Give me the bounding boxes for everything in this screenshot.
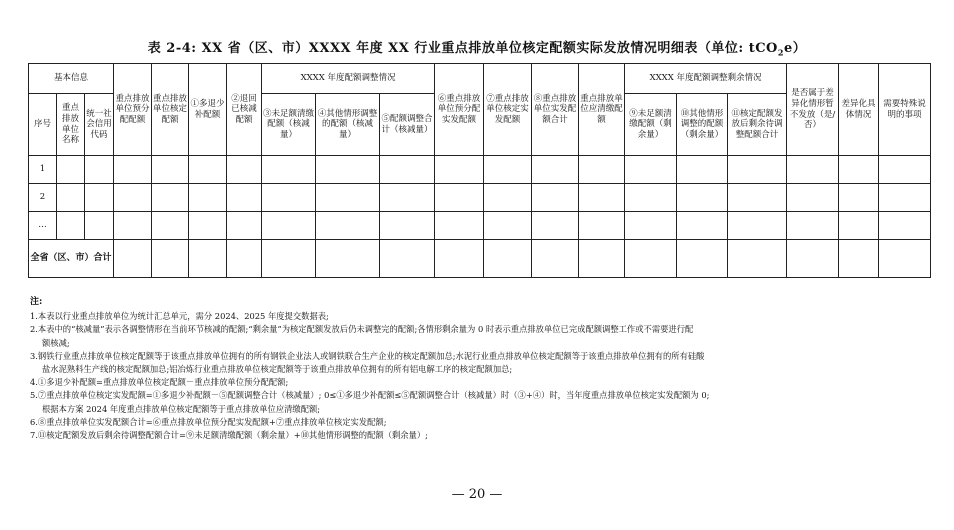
- header-col8: ⑧重点排放单位实发配额合计: [532, 64, 579, 156]
- notes-section: [30, 296, 930, 442]
- table-row: [29, 156, 931, 184]
- total-label: 全省（区、市）合计: [29, 240, 114, 278]
- note-3-continued: 盐水泥熟料生产线的核定配额加总;铝冶炼行业重点排放单位核定配额等于该重点排放单位拥有的所有铝电解工序的核定配额加总;: [42, 364, 513, 375]
- page-number: — 20 —: [451, 487, 503, 502]
- table-title: 表 2-4: XX 省（区、市）XXXX 年度 XX 行业重点排放单位核定配额实际发放情况明细表（单位: tCO$_2$e）: [147, 41, 807, 58]
- row-number: 2: [29, 184, 57, 212]
- note-2: 2.本表中的“核减量”表示各调整情形在当前环节核减的配额;“剩余量”为核定配额发放后仍未调整完的配额;各情形剩余量为 0 时表示重点排放单位已完成配额调整工作或不需要进行配: [30, 324, 694, 335]
- notes-heading: 注:: [30, 297, 43, 307]
- note-5-continued: 根据本方案 2024 年度重点排放单位核定配额等于重点排放单位应清缴配额;: [42, 403, 321, 414]
- note-1: 1.本表以行业重点排放单位为统计汇总单元，需分 2024、2025 年度提交数据表;: [30, 311, 329, 322]
- row-number: …: [29, 212, 57, 240]
- header-col2: ②退回已核减配额: [227, 64, 262, 156]
- header-clear: 重点排放单位应清缴配额: [579, 64, 625, 156]
- header-col5: ⑤配额调整合计（核减量）: [380, 94, 435, 156]
- header-col1: ①多退少补配额: [189, 64, 227, 156]
- header-diff: 是否属于差异化情形暂不发放（是/否）: [787, 64, 839, 156]
- header-remain-group: XXXX 年度配额调整剩余情况: [625, 64, 787, 94]
- note-2-continued: 额核减;: [42, 337, 70, 348]
- table-row: [29, 184, 931, 212]
- header-diff-info: 差异化具体情况: [839, 64, 879, 156]
- header-credit-code: 统一社会信用代码: [85, 94, 114, 156]
- header-col10: ⑩其他情形调整的配额（剩余量）: [677, 94, 728, 156]
- header-special: 需要特殊说明的事项: [879, 64, 931, 156]
- header-adjust-group: XXXX 年度配额调整情况: [262, 64, 435, 94]
- header-col6: ⑥重点排放单位预分配实发配额: [435, 64, 484, 156]
- note-7: 7.⑪核定配额发放后剩余待调整配额合计=⑨未足额清缴配额（剩余量）+⑩其他情形调整的配额（剩余量）;: [30, 430, 428, 441]
- row-number: 1: [29, 156, 57, 184]
- note-3: 3.钢铁行业重点排放单位核定配额等于该重点排放单位拥有的所有钢铁企业法人或钢铁联合生产企业的核定配额加总;水泥行业重点排放单位核定配额等于该重点排放单位拥有的所有硅酸: [30, 350, 705, 361]
- header-col3: ③未足额清缴配额（核减量）: [262, 94, 316, 156]
- table-row: [29, 212, 931, 240]
- note-5: 5.⑦重点排放单位核定实发配额=①多退少补配额－⑤配额调整合计（核减量）; 0≤①多退少补配额≤⑤配额调整合计（核减量）时（③+④）时，当年度重点排放单位核定实发配额为 0;: [30, 390, 710, 401]
- total-row: [29, 240, 931, 278]
- header-prealloc: 重点排放单位预分配配额: [114, 64, 152, 156]
- header-col11: ⑪核定配额发放后剩余待调整配额合计: [728, 94, 787, 156]
- header-basic-info: 基本信息: [29, 64, 114, 94]
- header-col7: ⑦重点排放单位核定实发配额: [484, 64, 532, 156]
- note-6: 6.⑧重点排放单位实发配额合计=⑥重点排放单位预分配实发配额+⑦重点排放单位核定实发配额;: [30, 416, 387, 427]
- header-unit-name: 重点排放单位名称: [57, 94, 85, 156]
- header-col9: ⑨未足额清缴配额（剩余量）: [625, 94, 677, 156]
- header-verified: 重点排放单位核定配额: [152, 64, 189, 156]
- header-col4: ④其他情形调整的配额（核减量）: [316, 94, 380, 156]
- allowance-detail-table: [28, 63, 931, 278]
- header-seq: 序号: [29, 94, 57, 156]
- note-4: 4.①多退少补配额=重点排放单位核定配额－重点排放单位预分配配额;: [30, 377, 289, 388]
